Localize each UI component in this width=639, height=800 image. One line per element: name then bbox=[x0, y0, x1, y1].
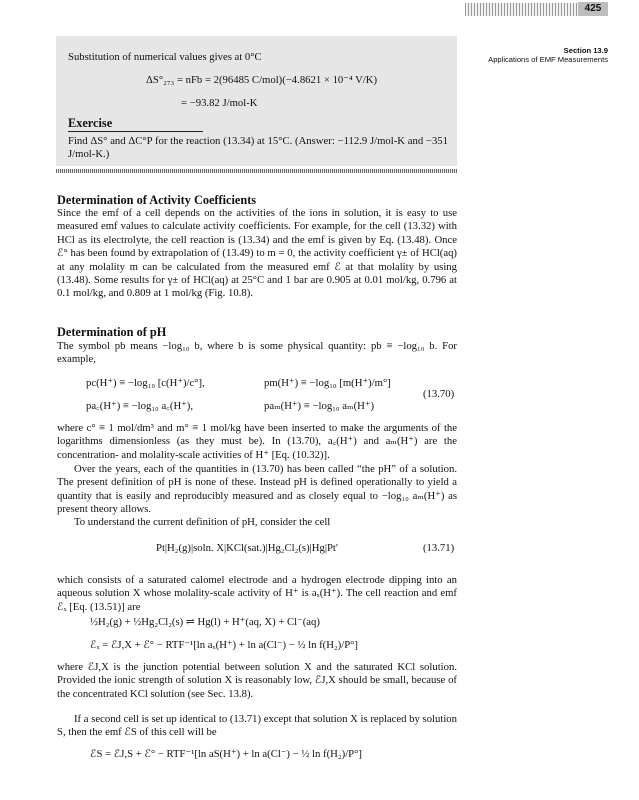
cell-diagram-equation: Pt|H₂(g)|soln. X|KCl(sat.)|Hg₂Cl₂(s)|Hg|Pt′ bbox=[156, 542, 339, 554]
paragraph-ph-history: Over the years, each of the quantities in (13.70) has been called “the pH” of a solution. The present definition of pH is none of these. Instead pH is defined operationally to yield a quantity that is easily and reproducibly measured and as closely equal to −log₁₀ aₘ(H⁺) as present theory allows. bbox=[57, 463, 457, 516]
exercise-rule bbox=[68, 131, 203, 132]
paragraph-second-cell: If a second cell is set up identical to (13.71) except that solution X is replaced by solution S, then the emf ℰS of this cell will be bbox=[57, 713, 457, 739]
paragraph-ph-definitions: where c° ≡ 1 mol/dm³ and m° ≡ 1 mol/kg have been inserted to make the arguments of the logarithms dimensionless (as they must be). In (13.70), a꜀(H⁺) and aₘ(H⁺) are the concentration- and molality-scale activities of H⁺ [Eq. (10.32)]. bbox=[57, 422, 457, 461]
equation-number-1371: (13.71) bbox=[423, 542, 455, 554]
box-bottom-rule bbox=[56, 169, 457, 173]
equation-number-1370: (13.70) bbox=[423, 388, 455, 400]
equation-pam: paₘ(H⁺) ≡ −log₁₀ aₘ(H⁺) bbox=[264, 400, 375, 412]
section-heading-ph: Determination of pH bbox=[57, 325, 167, 339]
equation-pm: pm(H⁺) ≡ −log₁₀ [m(H⁺)/m°] bbox=[264, 377, 391, 389]
box-intro: Substitution of numerical values gives at 0°C bbox=[68, 51, 262, 63]
page-number: 425 bbox=[578, 2, 608, 16]
exercise-title: Exercise bbox=[68, 116, 113, 130]
emf-equation-x: ℰₓ = ℰJ,X + ℰ° − RTF⁻¹[ln aₓ(H⁺) + ln a(Cl⁻) − ½ ln f(H₂)/P°] bbox=[90, 639, 358, 651]
running-head bbox=[488, 46, 608, 64]
cell-reaction-equation: ½H₂(g) + ½Hg₂Cl₂(s) ⇌ Hg(l) + H⁺(aq, X) + Cl⁻(aq) bbox=[90, 616, 320, 628]
box-equation-2: = −93.82 J/mol-K bbox=[181, 97, 258, 109]
exercise-text: Find ΔS° and ΔC°P for the reaction (13.34) at 15°C. (Answer: −112.9 J/mol-K and −351 J/mol-K.) bbox=[68, 135, 448, 161]
section-title: Applications of EMF Measurements bbox=[488, 55, 608, 64]
box-equation-1: ΔS°₂₇₃ = nFb = 2(96485 C/mol)(−4.8621 × 10⁻⁴ V/K) bbox=[146, 74, 378, 86]
paragraph-cell-description: which consists of a saturated calomel electrode and a hydrogen electrode dipping into an aqueous solution X whose molality-scale activity of H⁺ is aₓ(H⁺). The cell reaction and emf ℰₓ [Eq. (13.51)] are bbox=[57, 574, 457, 613]
equation-pac: pa꜀(H⁺) ≡ −log₁₀ a꜀(H⁺), bbox=[86, 400, 194, 412]
paragraph-ph-cell-intro: To understand the current definition of pH, consider the cell bbox=[74, 516, 331, 528]
equation-pc: pc(H⁺) ≡ −log₁₀ [c(H⁺)/c°], bbox=[86, 377, 205, 389]
section-heading-activity: Determination of Activity Coefficients bbox=[57, 193, 257, 207]
paragraph-ph-intro: The symbol pb means −log₁₀ b, where b is some physical quantity: pb ≡ −log₁₀ b. For example, bbox=[57, 340, 457, 366]
section-label: Section 13.9 bbox=[563, 46, 608, 55]
emf-equation-s: ℰS = ℰJ,S + ℰ° − RTF⁻¹[ln aS(H⁺) + ln a(Cl⁻) − ½ ln f(H₂)/P°] bbox=[90, 748, 362, 760]
paragraph-activity: Since the emf of a cell depends on the activities of the ions in solution, it is easy to use measured emf values to calculate activity coefficients. For example, for the cell (13.32) with HCl as its electrolyte, the cell reaction is (13.34) and the emf is given by Eq. (13.48). Once ℰ° has been found by extrapolation of (13.49) to m = 0, the activity coefficient γ± of HCl(aq) at any molality m can be calculated from the measured emf ℰ at that molality by using (13.48). Some results for γ± of HCl(aq) at 25°C and 1 bar are 0.905 at 0.01 mol/kg, 0.796 at 0.1 mol/kg, and 0.809 at 1 mol/kg (Fig. 10.8). bbox=[57, 207, 457, 300]
paragraph-junction-potential: where ℰJ,X is the junction potential between solution X and the saturated KCl solution. Provided the ionic strength of solution X is reasonably low, ℰJ,X should be small, because of the concentrated KCl solution (see Sec. 13.8). bbox=[57, 661, 457, 700]
